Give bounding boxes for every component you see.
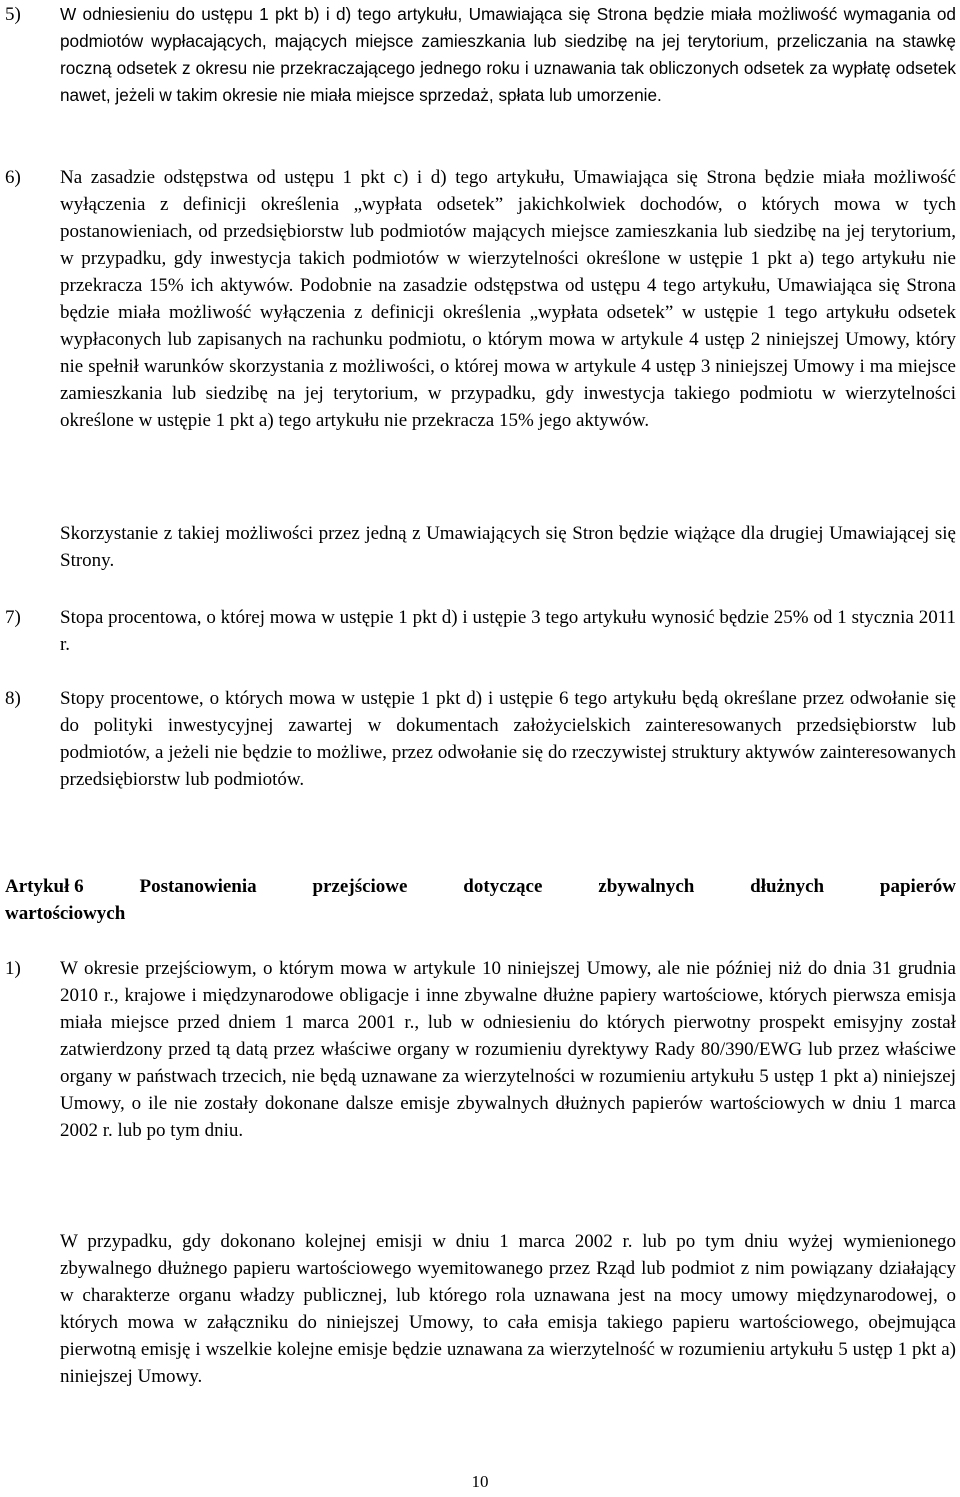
- list-item-number: 8): [5, 688, 21, 709]
- heading-word: dłużnych: [750, 876, 825, 897]
- heading-word: papierów: [879, 876, 956, 897]
- heading-word: zbywalnych: [598, 876, 695, 897]
- article-6-item-1: [0, 955, 960, 1144]
- page-number: 10: [471, 1472, 489, 1491]
- list-item-text: W okresie przejściowym, o którym mowa w artykule 10 niniejszej Umowy, ale nie później niż do dnia 31 grudnia 2010 r., krajowe i międzynarodowe obligacje i inne zbywalne dłużne papiery wartościowe, których pierwsza emisja miała miejsce przed dniem 1 marca 2001 r., lub w odniesieniu do których pierwotny prospekt emisyjny został zatwierdzony przed tą datą przez właściwe organy w rozumieniu dyrektywy Rady 80/390/EWG lub przez właściwe organy w państwach trzecich, nie będą uznawane za wierzytelności w rozumieniu artykułu 5 ustęp 1 pkt a) niniejszej Umowy, o ile nie zostały dokonane dalsze emisje zbywalnych dłużnych papierów wartościowych w dniu 1 marca 2002 r. lub po tym dniu.: [60, 958, 956, 1141]
- list-item-8: [0, 685, 960, 793]
- list-item-text: Stopy procentowe, o których mowa w ustępie 1 pkt d) i ustępie 6 tego artykułu będą określane przez odwołanie się do polityki inwestycyjnej zawartej w dokumentach założycielskich zainteresowanych przedsiębiorstw lub podmiotów, a jeżeli nie będzie to możliwe, przez odwołanie się do rzeczywistej struktury aktywów zainteresowanych przedsiębiorstw lub podmiotów.: [60, 688, 956, 790]
- heading-word: Postanowienia: [139, 876, 257, 897]
- list-item-5: [0, 1, 960, 109]
- list-item-number: 7): [5, 607, 21, 628]
- article-heading: [5, 873, 956, 927]
- heading-word: dotyczące: [463, 876, 543, 897]
- list-item-text: Na zasadzie odstępstwa od ustępu 1 pkt c) i d) tego artykułu, Umawiająca się Strona będzie miała możliwość wyłączenia z definicji określenia „wypłata odsetek” jakichkolwiek dochodów, o których mowa w tych postanowieniach, od przedsiębiorstw lub podmiotów mających miejsce zamieszkania lub siedzibę na jej terytorium, w przypadku, gdy inwestycja takich podmiotów w wierzytelności określone w ustępie 1 pkt a) tego artykułu nie przekracza 15% ich aktywów. Podobnie na zasadzie odstępstwa od ustępu 4 tego artykułu, Umawiająca się Strona będzie miała możliwość wyłączenia z definicji określenia „wypłata odsetek” w ustępie 1 tego artykułu odsetek wypłaconych lub zapisanych na rachunku podmiotu, o którym mowa w artykule 4 ustęp 2 niniejszej Umowy, który nie spełnił warunków skorzystania z możliwości, o której mowa w artykule 4 ustęp 3 niniejszej Umowy i ma miejsce zamieszkania lub siedzibę na jej terytorium, w przypadku, gdy inwestycja takiego podmiotu w wierzytelności określone w ustępie 1 pkt a) tego artykułu nie przekracza 15% jego aktywów.: [60, 167, 956, 431]
- list-item-number: 5): [5, 4, 21, 25]
- list-item-text: W odniesieniu do ustępu 1 pkt b) i d) tego artykułu, Umawiająca się Strona będzie miała możliwość wymagania od podmiotów wypłacających, mających miejsce zamieszkania lub siedzibę na jej terytorium, przeliczania na stawkę roczną odsetek z okresu nie przekraczającego jednego roku i uznawania tak obliczonych odsetek za wypłatę odsetek nawet, jeżeli w takim okresie nie miała miejsce sprzedaż, spłata lub umorzenie.: [60, 4, 956, 105]
- paragraph-continuation: Skorzystanie z takiej możliwości przez jedną z Umawiających się Stron będzie wiążące dla drugiej Umawiającej się Strony.: [60, 523, 956, 571]
- heading-line-2: wartościowych: [5, 903, 126, 924]
- list-item-number: 1): [5, 958, 21, 979]
- heading-word: przejściowe: [312, 876, 408, 897]
- heading-word: Artykuł 6: [5, 876, 84, 897]
- list-item-text: Stopa procentowa, o której mowa w ustępie 1 pkt d) i ustępie 3 tego artykułu wynosić będzie 25% od 1 stycznia 2011 r.: [60, 607, 956, 655]
- list-item-number: 6): [5, 167, 21, 188]
- list-item-7: [0, 604, 960, 658]
- paragraph-continuation: W przypadku, gdy dokonano kolejnej emisji w dniu 1 marca 2002 r. lub po tym dniu wyżej wymienionego zbywalnego dłużnego papieru wartościowego wyemitowanego przez Rząd lub podmiot z nim powiązany działający w charakterze organu władzy publicznej, lub którego rola uznawana jest na mocy umowy międzynarodowej, o których mowa w załączniku do niniejszej Umowy, to cała emisja takiego papieru wartościowego, obejmująca pierwotną emisję i wszelkie kolejne emisje będzie uznawana za wierzytelność w rozumieniu artykułu 5 ustęp 1 pkt a) niniejszej Umowy.: [60, 1231, 956, 1387]
- list-item-6: [0, 164, 960, 434]
